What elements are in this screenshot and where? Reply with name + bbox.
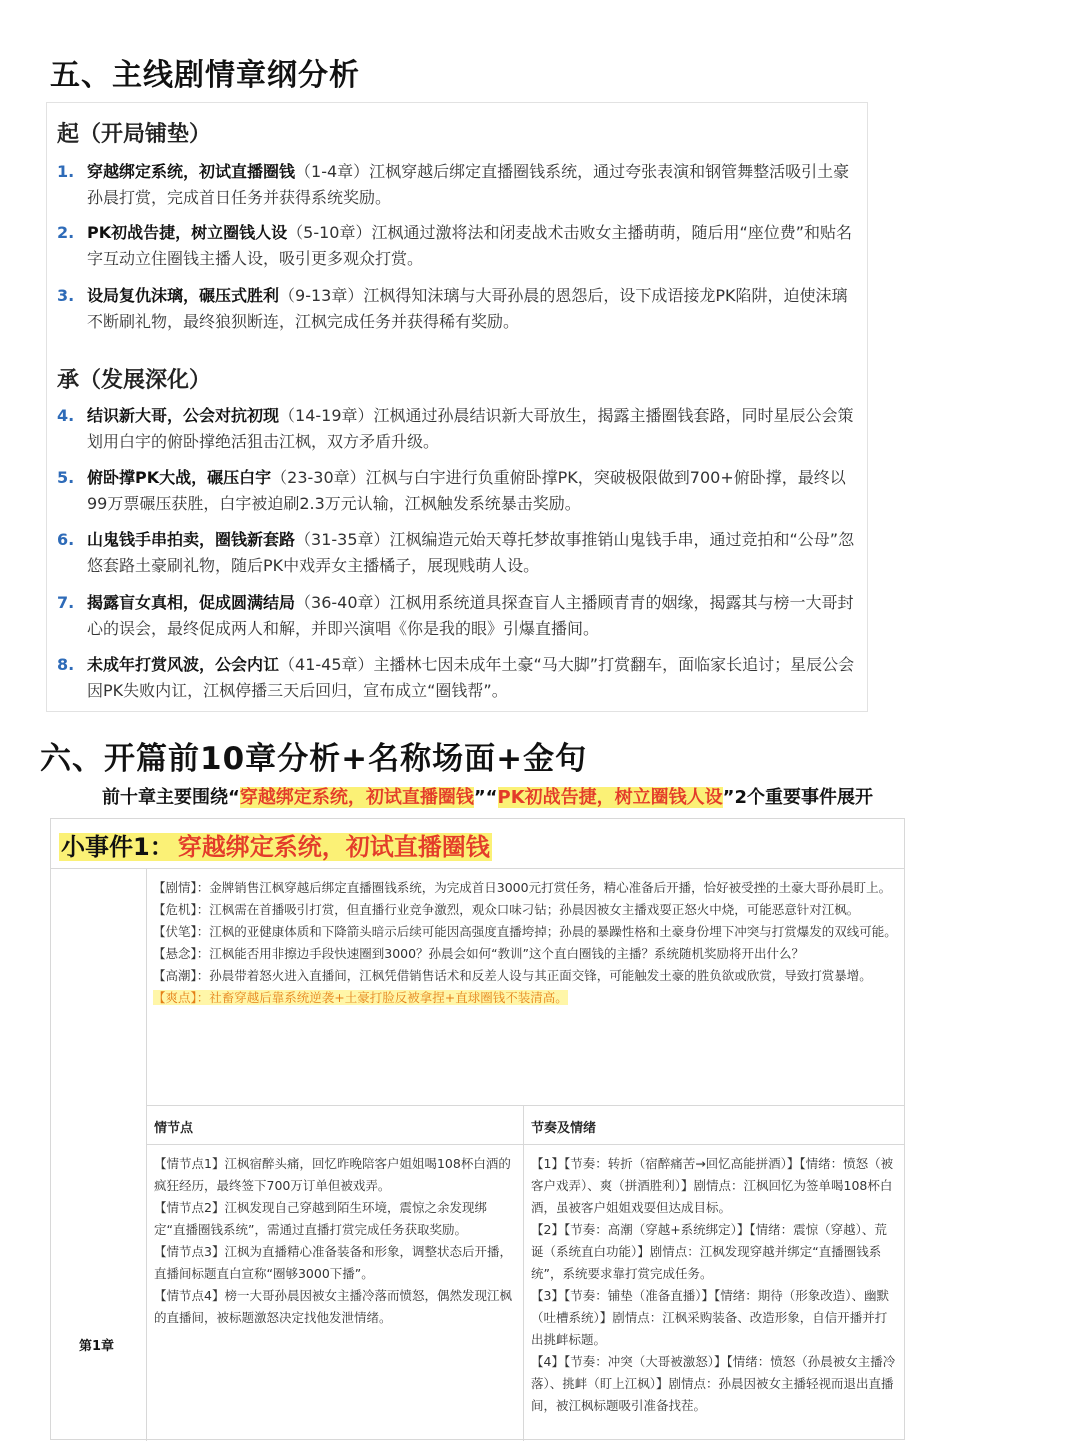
event-name: 穿越绑定系统，初试直播圈钱	[177, 833, 490, 861]
summary-line: 【剧情】：金牌销售江枫穿越后绑定直播圈钱系统，为完成首日3000元打赏任务，精心准备后开播，恰好被受挫的土豪大哥孙晨盯上。	[153, 880, 892, 895]
plot-point: 【情节点4】榜一大哥孙晨因被女主播冷落而愤怒，偶然发现江枫的直播间，被标题激怒决定找他发泄情绪。	[154, 1288, 512, 1325]
intro-highlight-1: 穿越绑定系统，初试直播圈钱	[239, 787, 474, 808]
chapter-column	[51, 869, 147, 1441]
event-label: 小事件1：	[61, 833, 174, 861]
item-heading: 山鬼钱手串拍卖，圈钱新套路	[87, 530, 296, 549]
intro-text: 前十章主要围绕“	[102, 787, 240, 808]
rhythm-entry: 【3】【节奏：铺垫（准备直播）】【情绪：期待（形象改造）、幽默（吐槽系统）】剧情点：江枫采购装备、改造形象，自信开播并打出挑衅标题。	[531, 1288, 889, 1347]
item-heading: 俯卧撑PK大战，碾压白宇	[87, 468, 272, 487]
summary-line: 【悬念】：江枫能否用非擦边手段快速圈到3000？孙晨会如何“教训”这个直白圈钱的主播？系统随机奖励将开出什么？	[153, 946, 805, 961]
section6-intro	[102, 783, 873, 809]
item-heading: 未成年打赏风波，公会内讧	[87, 655, 280, 674]
summary-line: 【伏笔】：江枫的亚健康体质和下降箭头暗示后续可能因高强度直播垮掉；孙晨的暴躁性格和土豪身份埋下冲突与打赏爆发的双线可能。	[153, 924, 897, 939]
item-number: 4.	[57, 406, 75, 425]
outline-item	[57, 652, 857, 704]
item-number: 8.	[57, 655, 75, 674]
column-divider	[523, 1105, 524, 1441]
item-number: 2.	[57, 223, 75, 242]
intro-text: ”2个重要事件展开	[722, 787, 874, 808]
outline-item	[57, 220, 857, 272]
item-text: （36-40章）江枫用系统道具探查盲人主播顾青青的姻缘，揭露其与榜一大哥封心的误会，最终促成两人和解，并即兴演唱《你是我的眼》引爆直播间。	[87, 593, 854, 638]
event-table	[50, 818, 905, 1440]
group1-title: 起（开局铺垫）	[57, 122, 212, 147]
rhythm-cell	[531, 1153, 896, 1417]
plot-point: 【情节点2】江枫发现自己穿越到陌生环境，震惊之余发现绑定“直播圈钱系统”，需通过直播打赏完成任务获取奖励。	[154, 1200, 487, 1237]
outline-item	[57, 283, 857, 335]
summary-highlight: 【爽点】：社畜穿越后靠系统逆袭+土豪打脸反被拿捏+直球圈钱不装清高。	[153, 990, 568, 1005]
chapter-label: 第1章	[79, 1339, 115, 1354]
summary-line: 【高潮】：孙晨带着怒火进入直播间，江枫凭借销售话术和反差人设与其正面交锋，可能触发土豪的胜负欲或欣赏，导致打赏暴增。	[153, 968, 872, 983]
item-heading: 设局复仇沫璃，碾压式胜利	[87, 286, 280, 305]
table-header-row	[146, 1105, 904, 1145]
event-title	[51, 819, 904, 869]
rhythm-entry: 【4】【节奏：冲突（大哥被激怒）】【情绪：愤怒（孙晨被女主播冷落）、挑衅（盯上江枫）】剧情点：孙晨因被女主播轻视而退出直播间，被江枫标题吸引准备找茬。	[531, 1354, 896, 1413]
plot-point: 【情节点1】江枫宿醉头痛，回忆昨晚陪客户姐姐喝108杯白酒的疯狂经历，最终签下700万订单但被戏弄。	[154, 1156, 511, 1193]
item-text: （23-30章）江枫与白宇进行负重俯卧撑PK，突破极限做到700+俯卧撑，最终以99万票碾压获胜，白宇被迫刷2.3万元认输，江枫触发系统暴击奖励。	[87, 468, 846, 513]
item-text: （5-10章）江枫通过激将法和闭麦战术击败女主播萌萌，随后用“座位费”和贴名字互动立住圈钱主播人设，吸引更多观众打赏。	[87, 223, 853, 268]
group2-title: 承（发展深化）	[57, 368, 212, 393]
item-text: （9-13章）江枫得知沫璃与大哥孙晨的恩怨后，设下成语接龙PK陷阱，迫使沫璃不断刷礼物，最终狼狈断连，江枫完成任务并获得稀有奖励。	[87, 286, 848, 331]
plot-points-cell	[154, 1153, 514, 1329]
col-header-plot: 情节点	[154, 1121, 194, 1136]
plot-outline-box	[46, 102, 868, 712]
col-header-rhythm: 节奏及情绪	[531, 1121, 597, 1136]
chapter-summary	[153, 877, 898, 1009]
item-heading: 穿越绑定系统，初试直播圈钱	[87, 162, 296, 181]
outline-item	[57, 403, 857, 455]
item-number: 7.	[57, 593, 75, 612]
item-number: 6.	[57, 530, 75, 549]
intro-text: ”“	[473, 787, 498, 808]
outline-item	[57, 159, 857, 211]
section5-title: 五、主线剧情章纲分析	[50, 58, 360, 93]
rhythm-entry: 【2】【节奏：高潮（穿越+系统绑定）】【情绪：震惊（穿越）、荒诞（系统直白功能）】剧情点：江枫发现穿越并绑定“直播圈钱系统”，系统要求靠打赏完成任务。	[531, 1222, 887, 1281]
item-heading: 揭露盲女真相，促成圆满结局	[87, 593, 296, 612]
summary-line: 【危机】：江枫需在首播吸引打赏，但直播行业竞争激烈，观众口味刁钻；孙晨因被女主播戏耍正怒火中烧，可能恶意针对江枫。	[153, 902, 860, 917]
plot-point: 【情节点3】江枫为直播精心准备装备和形象，调整状态后开播，直播间标题直白宣称“圈够3000下播”。	[154, 1244, 512, 1281]
outline-item	[57, 590, 857, 642]
item-heading: PK初战告捷，树立圈钱人设	[87, 223, 288, 242]
item-text: （31-35章）江枫编造元始天尊托梦故事推销山鬼钱手串，通过竞拍和“公母”忽悠套路土豪刷礼物，随后PK中戏弄女主播橘子，展现贱萌人设。	[87, 530, 855, 575]
intro-highlight-2: PK初战告捷，树立圈钱人设	[497, 787, 723, 808]
item-number: 3.	[57, 286, 75, 305]
item-text: （41-45章）主播林七因未成年土豪“马大脚”打赏翻车，面临家长追讨；星辰公会因PK失败内讧，江枫停播三天后回归，宣布成立“圈钱帮”。	[87, 655, 855, 700]
rhythm-entry: 【1】【节奏：转折（宿醉痛苦→回忆高能拼酒）】【情绪：愤怒（被客户戏弄）、爽（拼酒胜利）】剧情点：江枫回忆为签单喝108杯白酒，虽被客户姐姐戏耍但达成目标。	[531, 1156, 894, 1215]
item-number: 5.	[57, 468, 75, 487]
item-number: 1.	[57, 162, 75, 181]
item-text: （1-4章）江枫穿越后绑定直播圈钱系统，通过夸张表演和钢管舞整活吸引土豪孙晨打赏，完成首日任务并获得系统奖励。	[87, 162, 850, 207]
outline-item	[57, 465, 857, 517]
section6-title: 六、开篇前10章分析+名称场面+金句	[40, 741, 588, 777]
item-heading: 结识新大哥，公会对抗初现	[87, 406, 280, 425]
item-text: （14-19章）江枫通过孙晨结识新大哥放生，揭露主播圈钱套路，同时星辰公会策划用白宇的俯卧撑绝活狙击江枫，双方矛盾升级。	[87, 406, 854, 451]
outline-item	[57, 527, 857, 579]
